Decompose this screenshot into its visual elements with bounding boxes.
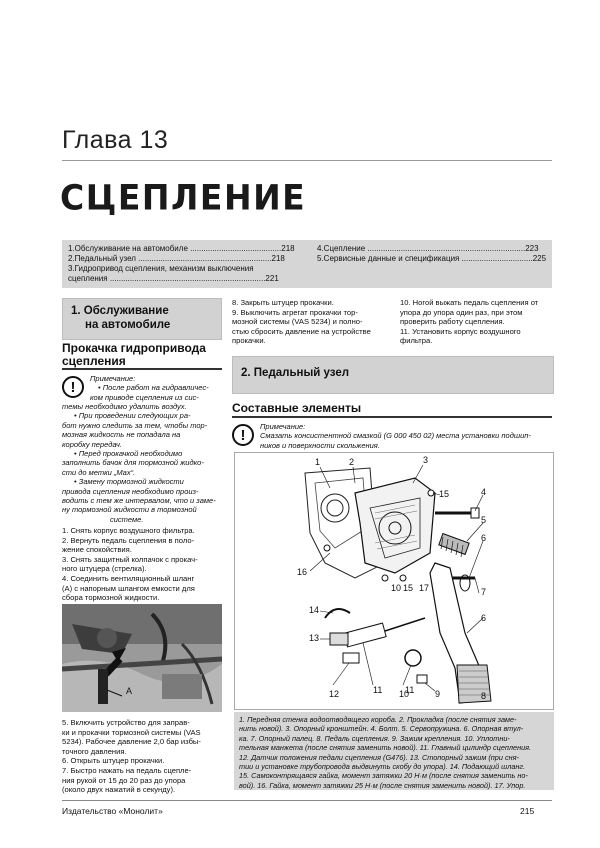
diagram-callout: 10	[399, 689, 410, 699]
step-line: 1. Снять корпус воздушного фильтра.	[62, 526, 195, 535]
diagram-callout: 5	[481, 515, 487, 525]
caption-line: тельная манжета (после снятия заменить новой). 11. Главный цилиндр сцепления.	[239, 743, 532, 753]
caption-line: 15. Самоконтрящаяся гайка, момент затяжки 20 Н·м (после снятия заменить но-	[239, 771, 528, 781]
note-line: • При проведении следующих ра-	[74, 411, 191, 421]
diagram-callout: 1	[315, 457, 321, 467]
note-line: ников и поверхности скольжения.	[260, 440, 380, 450]
toc-entry[interactable]: 2.Педальный узел ............................................................218	[68, 254, 285, 263]
step-line: проверить работу сцепления.	[400, 317, 505, 327]
note-line: мозная жидкость не попадала на	[62, 430, 181, 440]
footer-divider	[62, 800, 552, 801]
step-line: 4. Соединить вентиляционный шланг	[62, 573, 195, 583]
steps-list	[62, 718, 224, 795]
diagram-callout: 12	[329, 689, 340, 699]
note-line: коробку передач.	[62, 439, 122, 449]
note-line: ну тормозной жидкости в тормозной	[62, 505, 197, 515]
note-text	[260, 422, 531, 450]
diagram-callout: 3	[423, 455, 429, 465]
step-line: жение спокойствия.	[62, 545, 132, 555]
step-line: 9. Выключить агрегат прокачки тор-	[232, 307, 358, 317]
step-line: 5234). Рабочее давление 2,0 бар избы-	[62, 737, 201, 747]
note-text	[90, 374, 209, 402]
step-line: упора до упора один раз, при этом	[400, 307, 523, 317]
step-line: ного штуцера (стрелка).	[62, 564, 147, 574]
note-line: Примечание:	[90, 374, 136, 383]
caption-line: 12. Датчик положения педали сцепления (G476). 13. Стопорный зажим (при сня-	[239, 752, 519, 762]
caption-line: тии и установке трубопровода выдвинуть скобу до упора). 14. Подающий шланг.	[239, 762, 526, 772]
note-line: темы необходимо удалить воздух.	[62, 402, 187, 411]
caption-line: нить новой). 3. Опорный кронштейн. 4. Болт. 5. Сервопружина. 6. Опорная втул-	[239, 724, 524, 734]
step-line: 10. Ногой выжать педаль сцепления от	[400, 298, 539, 307]
note-block	[232, 422, 554, 452]
diagram-callout: 15	[403, 583, 414, 593]
publisher-footer: Издательство «Монолит»	[62, 806, 163, 816]
step-line: фильтра.	[400, 336, 433, 346]
step-line: 11. Установить корпус воздушного	[400, 326, 521, 336]
step-line: 5. Включить устройство для заправ-	[62, 718, 190, 727]
note-line: системе.	[110, 514, 144, 524]
steps-list	[400, 298, 538, 346]
note-line: бот нужно следить за тем, чтобы тор-	[62, 420, 208, 430]
diagram-caption	[234, 712, 554, 790]
step-line: ния рукой от 15 до 20 раз до упора	[62, 775, 186, 785]
photo-label: A	[126, 686, 133, 696]
step-line: (A) с напорным шлангом емкости для	[62, 583, 195, 593]
warning-icon: !	[62, 376, 84, 398]
subheading-line: сцепления	[62, 354, 126, 368]
note-line: • Замену тормозной жидкости	[74, 477, 184, 487]
diagram-callout: 17	[419, 583, 430, 593]
note-line: привода сцепления необходимо произ-	[62, 486, 199, 496]
step-line: мозной системы (VAS 5234) и полно-	[232, 317, 363, 327]
diagram-callout: 13	[309, 633, 320, 643]
step-line: стью сбросить давление на устройстве	[232, 326, 371, 336]
section-1-heading-line: 1. Обслуживание	[71, 305, 169, 317]
diagram-callout: 14	[309, 605, 320, 615]
note-text	[62, 402, 216, 524]
toc-entry[interactable]: 4.Сцепление .......................................................................223	[317, 244, 539, 253]
step-line: точного давления.	[62, 746, 127, 756]
note-line: сти до метки „Max“.	[62, 467, 136, 477]
note-line: • Перед прокачкой необходимо	[74, 449, 183, 459]
note-line: Примечание:	[260, 422, 306, 431]
caption-line: 1. Передняя стенка водоотводящего короба. 2. Прокладка (после снятия заме-	[239, 715, 517, 724]
diagram-callout: 15	[439, 489, 450, 499]
note-line: • После работ на гидравличес-	[98, 383, 209, 393]
step-line: 8. Закрыть штуцер прокачки.	[232, 298, 334, 307]
section-1-heading-line: на автомобиле	[85, 319, 171, 331]
note-line: заполнить бачок для тормозной жидко-	[62, 458, 204, 468]
step-line: 7. Быстро нажать на педаль сцепле-	[62, 765, 192, 775]
subheading-components: Составные элементы	[232, 401, 362, 415]
engine-bay-photo	[62, 604, 222, 712]
table-of-contents	[62, 240, 552, 288]
page-title: СЦЕПЛЕНИЕ	[60, 177, 307, 218]
step-line: прокачки.	[232, 336, 266, 346]
step-line: 2. Вернуть педаль сцепления в поло-	[62, 535, 195, 545]
toc-entry[interactable]: 3.Гидропривод сцепления, механизм выключения	[68, 264, 254, 273]
diagram-callout: 8	[481, 691, 487, 701]
subheading-bleeding	[62, 342, 206, 368]
diagram-callout: 10	[391, 583, 402, 593]
section-2-heading	[232, 356, 554, 394]
step-line: сбора тормозной жидкости.	[62, 593, 160, 603]
steps-list	[232, 298, 371, 346]
diagram-callout: 2	[349, 457, 355, 467]
note-line: водить с тем же интервалом, что и заме-	[62, 496, 216, 506]
diagram-callout: 6	[481, 533, 487, 543]
warning-icon: !	[232, 424, 254, 446]
toc-entry[interactable]: 5.Сервисные данные и спецификация ................................225	[317, 254, 547, 263]
subheading-underline	[62, 368, 222, 370]
diagram-callout: 4	[481, 487, 487, 497]
diagram-callout: 9	[435, 689, 441, 699]
caption-line: вой). 16. Гайка, момент затяжки 25 Н·м (после снятия заменить новой). 17. Упор.	[239, 780, 526, 790]
diagram-callout: 11	[373, 685, 383, 695]
section-2-heading-text: 2. Педальный узел	[241, 367, 350, 379]
note-line: Смазать консистентной смазкой (G 000 450 02) места установки подшип-	[260, 431, 531, 441]
caption-text	[239, 715, 549, 790]
section-1-heading	[62, 298, 222, 340]
header-divider	[62, 160, 552, 161]
toc-entry[interactable]: 1.Обслуживание на автомобиле .........................................218	[68, 244, 295, 253]
chapter-label: Глава 13	[62, 126, 169, 154]
page-number: 215	[520, 806, 535, 816]
step-line: ки и прокачки тормозной системы (VAS	[62, 727, 201, 737]
subheading-line: Прокачка гидропривода	[62, 341, 206, 355]
subheading-underline	[232, 416, 552, 418]
diagram-callout: 6	[481, 613, 487, 623]
step-line: 6. Открыть штуцер прокачки.	[62, 756, 165, 766]
diagram-callout: 11	[405, 685, 415, 695]
toc-entry[interactable]: сцепления ......................................................................221	[68, 274, 279, 283]
step-line: (около двух нажатий в секунду).	[62, 785, 176, 795]
diagram-callout: 16	[297, 567, 308, 577]
steps-list	[62, 526, 224, 603]
step-line: 3. Снять защитный колпачок с прокач-	[62, 554, 198, 564]
pedal-assembly-diagram	[234, 452, 554, 710]
caption-line: ка. 7. Опорный палец. 8. Педаль сцепления. 9. Зажим крепления. 10. Уплотни-	[239, 733, 510, 743]
note-line: ком приводе сцепления из сис-	[90, 392, 199, 402]
diagram-callout: 7	[481, 587, 487, 597]
